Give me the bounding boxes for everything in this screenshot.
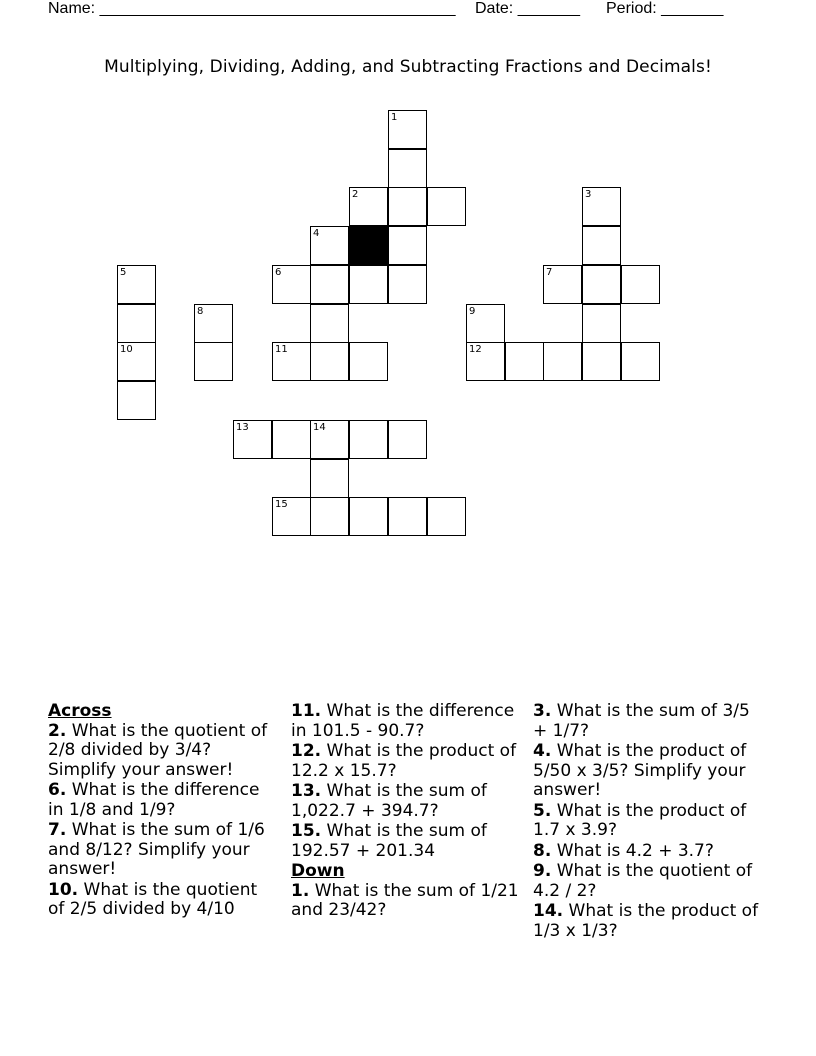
crossword-cell[interactable] [117,342,156,381]
crossword-cell[interactable] [427,497,466,536]
clue-text: What is 4.2 + 3.7? [551,840,714,861]
crossword-cell[interactable] [621,265,660,304]
clue-item [533,802,763,841]
clue-item [291,782,521,821]
crossword-cell[interactable] [310,342,349,381]
crossword-cell[interactable] [621,342,660,381]
clue-text: What is the difference in 1/8 and 1/9? [48,780,260,820]
crossword-cell[interactable] [349,497,388,536]
crossword-block-cell [349,226,388,265]
clues-column-1 [48,702,278,921]
clue-number: 5 [120,267,127,278]
clue-number: 6 [275,267,282,278]
crossword-cell[interactable] [582,265,621,304]
clue-text: What is the quotient of 2/8 divided by 3/4? Simplify your answer! [48,720,268,780]
crossword-cell[interactable] [310,304,349,343]
clue-number: 15 [275,499,288,510]
crossword-cell[interactable] [310,265,349,304]
clue-text: What is the sum of 3/5 + 1/7? [533,701,750,741]
clue-text: What is the product of 1/3 x 1/3? [533,901,759,941]
clue-number-label: 9. [533,861,552,881]
clue-item [533,862,763,901]
across-heading: Across [48,701,112,721]
crossword-cell[interactable] [466,304,505,343]
clue-item [291,882,521,921]
crossword-cell[interactable] [310,497,349,536]
clue-item [533,842,763,862]
crossword-cell[interactable] [310,420,349,459]
clue-text: What is the quotient of 2/5 divided by 4/10 [48,879,258,919]
crossword-cell[interactable] [466,342,505,381]
period-field-label: Period: _______ [606,0,724,17]
clue-number: 10 [120,344,133,355]
clue-item [291,702,521,741]
clue-number: 2 [352,189,359,200]
clue-number: 12 [469,344,482,355]
clue-number-label: 7. [48,820,67,840]
crossword-cell[interactable] [194,304,233,343]
clue-number-label: 5. [533,800,552,821]
clue-text: What is the sum of 1/21 and 23/42? [291,880,519,920]
crossword-cell[interactable] [117,381,156,420]
clue-number-label: 1. [291,880,310,901]
clue-text: What is the quotient of 4.2 / 2? [533,861,753,901]
clue-item [48,821,278,880]
crossword-cell[interactable] [117,265,156,304]
clue-item [291,822,521,861]
crossword-cell[interactable] [233,420,272,459]
clue-text: What is the product of 5/50 x 3/5? Simplify your answer! [533,741,747,800]
crossword-cell[interactable] [582,187,621,226]
clue-number-label: 3. [533,701,552,721]
crossword-cell[interactable] [349,265,388,304]
crossword-cell[interactable] [272,342,311,381]
clue-text: What is the sum of 192.57 + 201.34 [291,821,487,861]
crossword-cell[interactable] [349,420,388,459]
clues-column-2 [291,702,521,922]
crossword-cell[interactable] [272,497,311,536]
clue-number-label: 6. [48,780,67,800]
crossword-cell[interactable] [388,265,427,304]
clue-item [48,722,278,781]
crossword-cell[interactable] [582,304,621,343]
crossword-cell[interactable] [427,187,466,226]
clue-number: 8 [197,306,204,317]
page-title: Multiplying, Dividing, Adding, and Subtracting Fractions and Decimals! [104,57,712,77]
clue-item [533,702,763,741]
crossword-cell[interactable] [349,342,388,381]
crossword-cell[interactable] [505,342,544,381]
clues-column-3 [533,702,763,942]
clue-number: 14 [313,422,326,433]
crossword-cell[interactable] [388,226,427,265]
crossword-cell[interactable] [310,226,349,265]
crossword-cell[interactable] [310,459,349,498]
clue-number-label: 4. [533,741,552,761]
clue-number-label: 11. [291,701,322,721]
down-heading: Down [291,861,345,881]
crossword-cell[interactable] [272,265,311,304]
clue-number-label: 12. [291,741,322,761]
clue-number: 4 [313,228,320,239]
clue-item [533,742,763,801]
clue-item [291,742,521,781]
clue-item [48,781,278,820]
clue-text: What is the sum of 1,022.7 + 394.7? [291,781,487,821]
crossword-cell[interactable] [388,187,427,226]
clue-text: What is the difference in 101.5 - 90.7? [291,701,515,741]
clue-number: 7 [546,267,553,278]
crossword-cell[interactable] [582,226,621,265]
clue-number: 9 [469,306,476,317]
clue-number-label: 13. [291,781,322,801]
clue-number-label: 2. [48,720,67,741]
clue-number: 11 [275,344,288,355]
clue-item [533,902,763,941]
clue-item [48,881,278,920]
clue-number-label: 15. [291,821,322,841]
crossword-cell[interactable] [543,342,582,381]
crossword-cell[interactable] [388,420,427,459]
clue-number-label: 10. [48,879,79,900]
crossword-cell[interactable] [272,420,311,459]
crossword-cell[interactable] [543,265,582,304]
crossword-cell[interactable] [194,342,233,381]
clue-number-label: 14. [533,901,564,921]
crossword-cell[interactable] [388,110,427,149]
crossword-cell[interactable] [582,342,621,381]
clue-text: What is the sum of 1/6 and 8/12? Simplify your answer! [48,820,265,879]
crossword-cell[interactable] [388,497,427,536]
name-field-label: Name: ________________________________________ [48,0,456,17]
crossword-cell[interactable] [388,149,427,188]
crossword-cell[interactable] [349,187,388,226]
date-field-label: Date: _______ [475,0,580,17]
clue-number: 13 [236,422,249,433]
clue-text: What is the product of 1.7 x 3.9? [533,800,747,840]
clue-number-label: 8. [533,840,552,861]
crossword-cell[interactable] [117,304,156,343]
clue-text: What is the product of 12.2 x 15.7? [291,741,517,781]
clue-number: 3 [585,189,592,200]
clue-number: 1 [391,112,398,123]
